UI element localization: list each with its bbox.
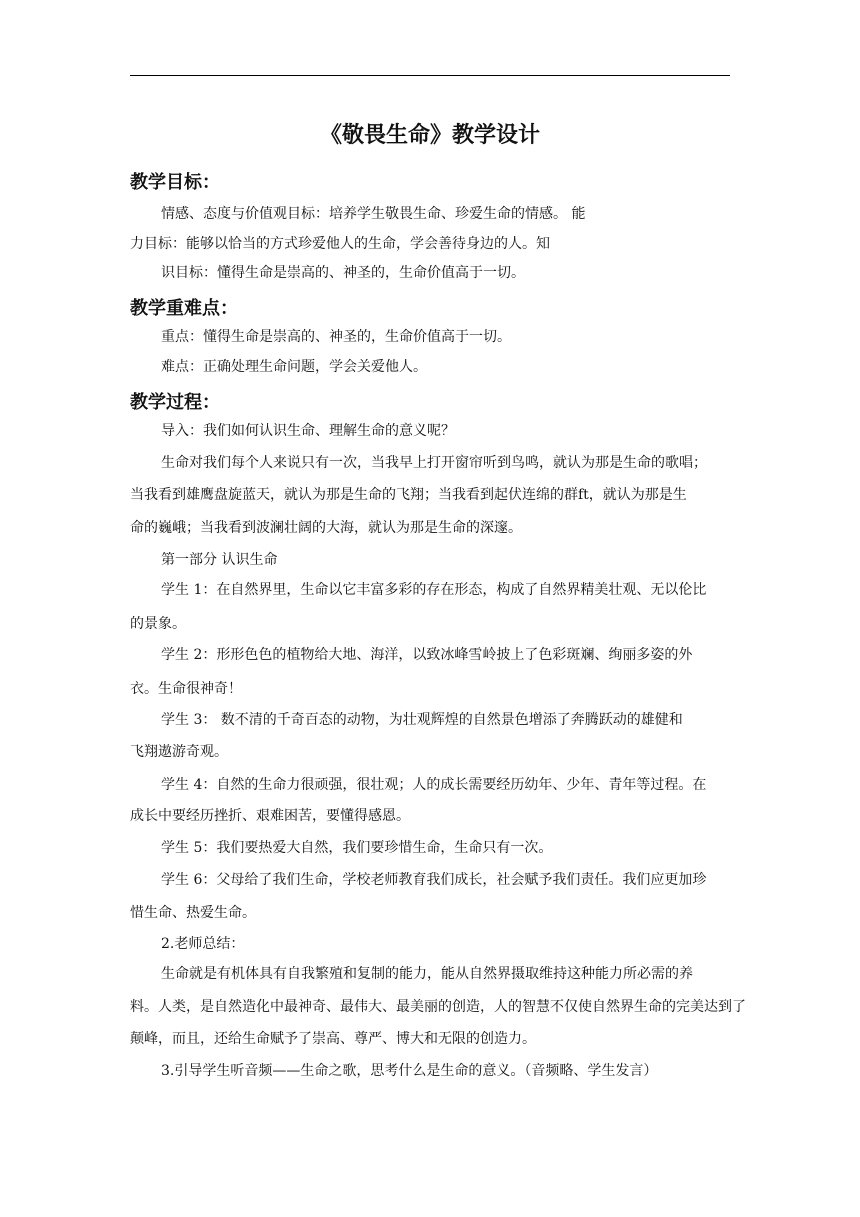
header-rule [130,75,730,76]
paragraph-line: 学生 4：自然的生命力很顽强，很壮观；人的成长需要经历幼年、少年、青年等过程。在 [161,777,707,793]
paragraph-line: 衣。生命很神奇！ [130,681,242,697]
paragraph-line: 难点：正确处理生命问题，学会关爱他人。 [161,359,427,375]
paragraph-line: 学生 2：形形色色的植物给大地、海洋，以致冰峰雪岭披上了色彩斑斓、绚丽多姿的外 [161,647,693,663]
paragraph-line: 2.老师总结： [161,936,245,952]
section-heading-objectives: 教学目标： [130,172,220,193]
paragraph-line: 3.引导学生听音频——生命之歌，思考什么是生命的意义。（音频略、学生发言） [161,1063,658,1079]
section-heading-key-points: 教学重难点： [130,298,238,319]
paragraph-line: 学生 6：父母给了我们生命，学校老师教育我们成长，社会赋予我们责任。我们应更加珍 [161,872,707,888]
paragraph-line: 飞翔遨游奇观。 [130,744,228,760]
paragraph-line: 情感、态度与价值观目标：培养学生敬畏生命、珍爱生命的情感。 能 [161,206,586,222]
paragraph-line: 惜生命、热爱生命。 [130,905,256,921]
document-title: 《敬畏生命》教学设计 [319,123,540,148]
paragraph-line: 识目标：懂得生命是崇高的、神圣的，生命价值高于一切。 [161,265,525,281]
paragraph-line: 颠峰，而且，还给生命赋予了崇高、尊严、博大和无限的创造力。 [130,1031,536,1047]
paragraph-line: 力目标：能够以恰当的方式珍爱他人的生命，学会善待身边的人。知 [130,236,550,252]
paragraph-line: 第一部分 认识生命 [161,552,278,568]
paragraph-line: 成长中要经历挫折、艰难困苦，要懂得感恩。 [130,808,410,824]
paragraph-line: 当我看到雄鹰盘旋蓝天，就认为那是生命的飞翔；当我看到起伏连绵的群ft，就认为那是生 [130,487,687,503]
paragraph-line: 的景象。 [130,616,186,632]
paragraph-line: 生命对我们每个人来说只有一次，当我早上打开窗帘听到鸟鸣，就认为那是生命的歌唱； [161,455,707,471]
section-heading-process: 教学过程： [130,392,220,413]
paragraph-line: 重点：懂得生命是崇高的、神圣的，生命价值高于一切。 [161,329,511,345]
paragraph-line: 学生 1：在自然界里，生命以它丰富多彩的存在形态，构成了自然界精美壮观、无以伦比 [161,582,707,598]
paragraph-line: 生命就是有机体具有自我繁殖和复制的能力，能从自然界摄取维持这种能力所必需的养 [161,966,693,982]
paragraph-line: 料。人类，是自然造化中最神奇、最伟大、最美丽的创造，人的智慧不仅使自然界生命的完美达到了 [130,999,746,1015]
paragraph-line: 导入：我们如何认识生命、理解生命的意义呢？ [161,423,455,439]
paragraph-line: 学生 5：我们要热爱大自然，我们要珍惜生命，生命只有一次。 [161,840,553,856]
paragraph-line: 学生 3： 数不清的千奇百态的动物，为壮观辉煌的自然景色增添了奔腾跃动的雄健和 [161,712,683,728]
paragraph-line: 命的巍峨；当我看到波澜壮阔的大海，就认为那是生命的深邃。 [130,520,522,536]
